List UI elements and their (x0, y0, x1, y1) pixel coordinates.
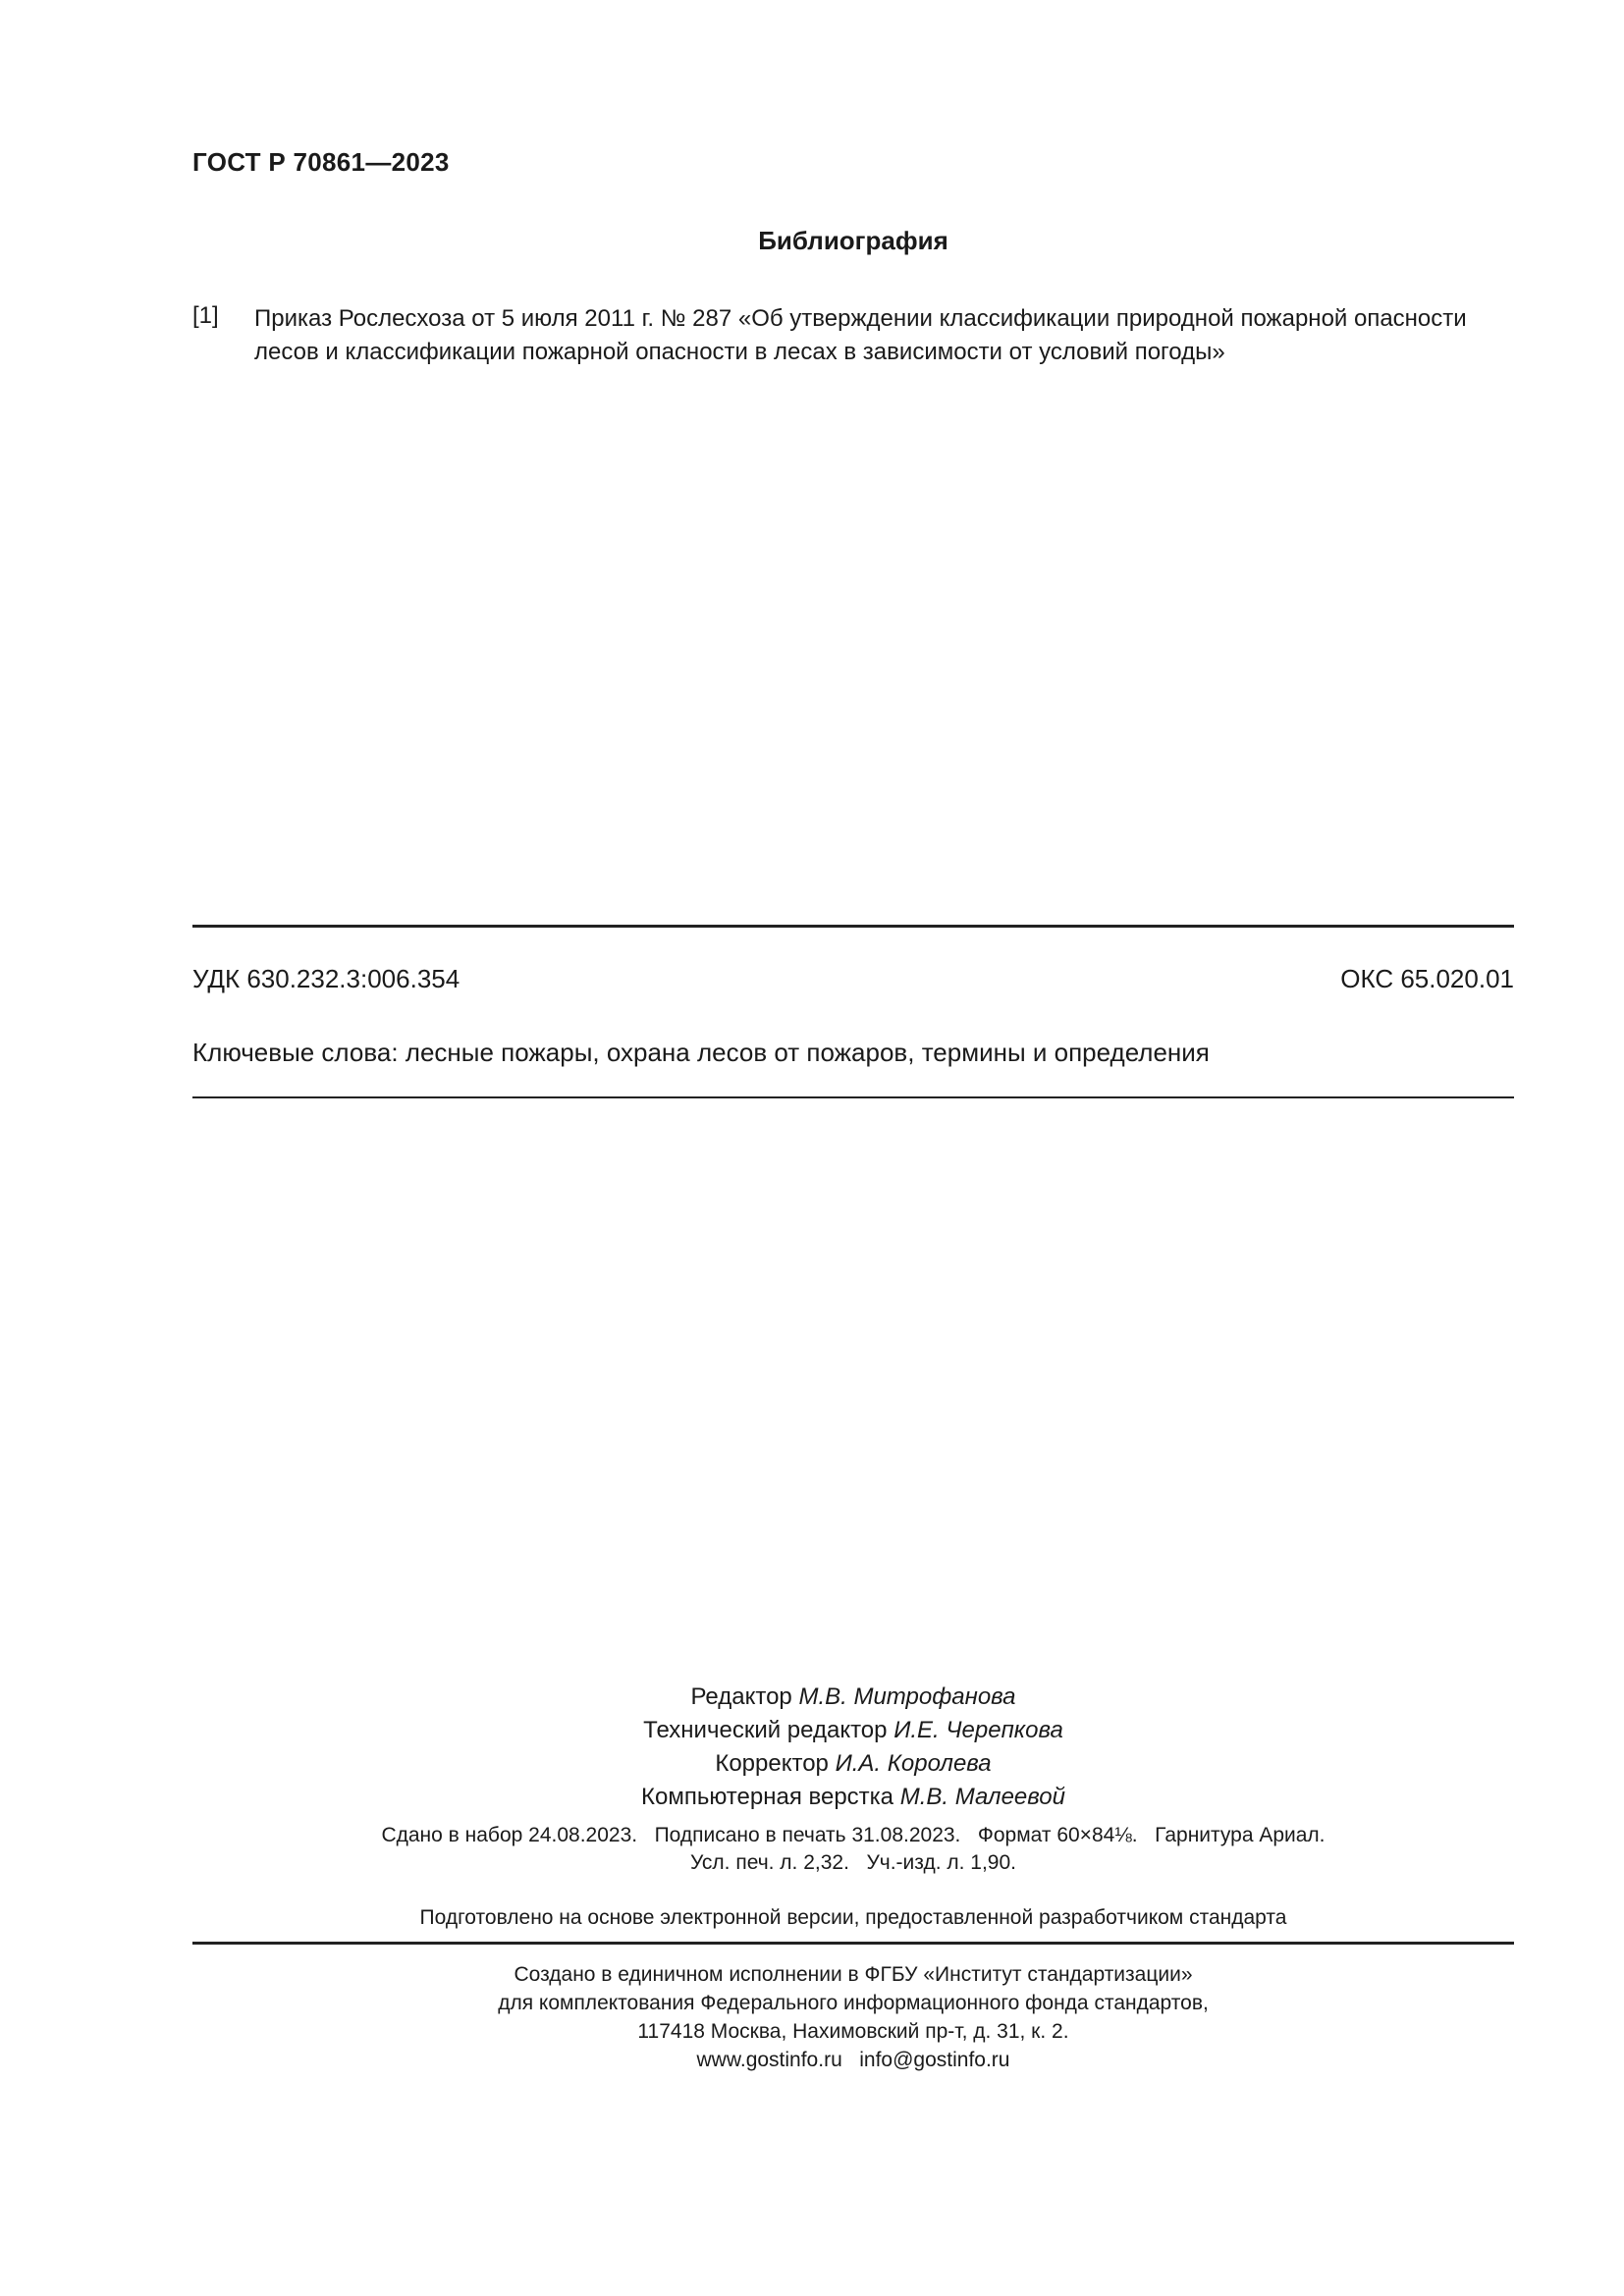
imprint-divider (192, 1942, 1514, 1945)
bibliography-item-number: [1] (192, 302, 219, 329)
credit-person: М.В. Малеевой (899, 1784, 1065, 1810)
bibliography-title: Библиография (758, 226, 948, 255)
bibliography-item-text: Приказ Рослесхоза от 5 июля 2011 г. № 287 «Об утверждении классификации природной пожарной опасности лесов и классификации пожарной опасности в лесах в зависимости от условий погоды» (254, 305, 1467, 365)
credit-corrector (192, 1747, 1514, 1781)
prepared-note: Подготовлено на основе электронной версии, предоставленной разработчиком стандарта (419, 1906, 1287, 1929)
creator-line: Создано в единичном исполнении в ФГБУ «Институт стандартизации» (514, 1963, 1193, 1986)
keywords: Ключевые слова: лесные пожары, охрана лесов от пожаров, термины и определения (192, 1038, 1210, 1067)
publication-details-line1: Сдано в набор 24.08.2023. Подписано в печать 31.08.2023. Формат 60×84⅛. Гарнитура Ариал. (381, 1824, 1326, 1846)
creator-contacts: www.gostinfo.ru info@gostinfo.ru (696, 2049, 1010, 2071)
credit-role: Технический редактор (643, 1717, 888, 1743)
publication-details-line2: Усл. печ. л. 2,32. Уч.-изд. л. 1,90. (689, 1851, 1016, 1874)
credit-person: И.А. Королева (835, 1750, 992, 1777)
creator-block (192, 1960, 1514, 2074)
credit-editor (192, 1681, 1514, 1714)
credit-role: Компьютерная верстка (641, 1784, 894, 1810)
creator-line: 117418 Москва, Нахимовский пр-т, д. 31, к. 2. (637, 2020, 1069, 2043)
document-code: ГОСТ Р 70861—2023 (192, 147, 450, 177)
credits-block (192, 1681, 1514, 1814)
creator-line: для комплектования Федерального информационного фонда стандартов, (498, 1992, 1209, 2014)
oks-code: ОКС 65.020.01 (1340, 964, 1514, 993)
credit-person: М.В. Митрофанова (798, 1683, 1016, 1710)
credit-person: И.Е. Черепкова (893, 1717, 1063, 1743)
credit-role: Редактор (690, 1683, 792, 1710)
credit-tech-editor (192, 1714, 1514, 1747)
keywords-divider (192, 1096, 1514, 1098)
section-divider (192, 925, 1514, 928)
credit-role: Корректор (715, 1750, 829, 1777)
credit-layout (192, 1781, 1514, 1814)
udk-code: УДК 630.232.3:006.354 (192, 964, 460, 993)
